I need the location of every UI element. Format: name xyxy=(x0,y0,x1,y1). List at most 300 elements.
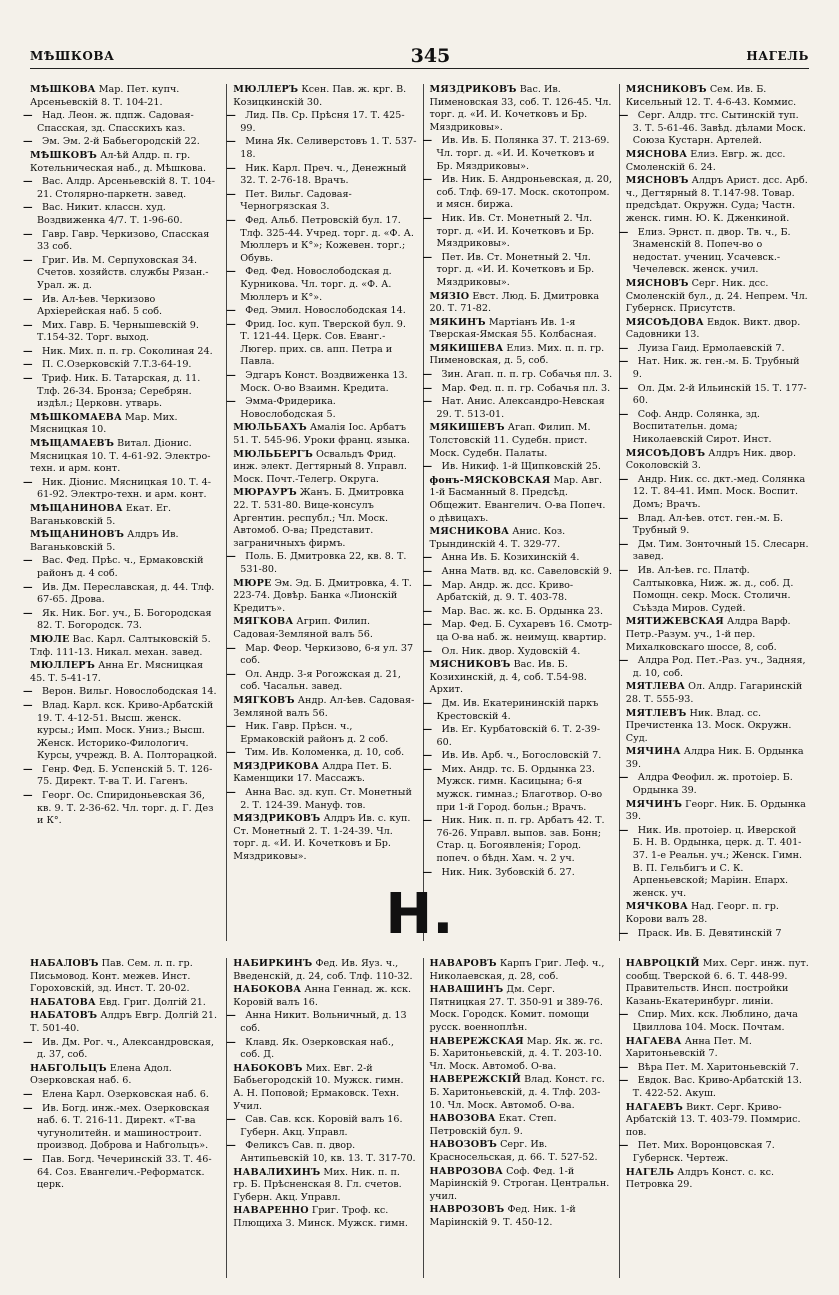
bottom-columns xyxy=(23,958,815,1278)
entry-text: Ол. Ник. двор. Худовскій 4. xyxy=(441,645,581,657)
entry-text: Фрид. Іос. куп. Тверской бул. 9. Т. 121-44. Церк. Сов. Еванг.-Люгер. прих. св. апп. Петра и Павла. xyxy=(240,318,406,368)
surname: МЯТЛЕВА xyxy=(625,681,686,693)
entry-text: Феликсъ Сав. п. двор. Антипьевскій 10, кв. 13. Т. 317-70. xyxy=(240,1140,416,1164)
entry-text: Ив. Ник. Б. Андроньевская, д. 20, соб. Тлф. 69-17. Моск. скотопром. и мясн. биржа. xyxy=(436,174,613,211)
repeat-dash: — xyxy=(23,1036,33,1048)
entry-text: Алдръ Евгр. Долгій 21. Т. 501-40. xyxy=(30,1010,218,1034)
entry-text: Мих. Евг. 2-й Бабьегородскій 10. Мужск. гимн. А. Н. Поповой; Ермаковск. Техн. Учил. xyxy=(233,1062,404,1112)
entry-text: Нат. Анис. Александро-Невская 29. Т. 513-01. xyxy=(436,396,605,420)
entry-text: Ив. Ив. Б. Полянка 37. Т. 213-69. Чл. торг. д. «И. И. Кочетковъ и Бр. Мяздриковы». xyxy=(436,135,610,172)
surname: НАБАТОВЪ xyxy=(30,1010,98,1022)
repeat-dash: — xyxy=(23,476,33,488)
directory-sub-entry xyxy=(226,1010,416,1035)
directory-entry xyxy=(233,578,416,616)
directory-sub-entry xyxy=(618,382,809,408)
surname: НАБАЛОВЪ xyxy=(30,958,99,969)
repeat-dash: — xyxy=(226,305,236,317)
entry-text: Ив. Ал-ѣев. гс. Платф. Салтыковка, Ниж. ж. д., соб. Д. Помощн. секр. Моск. Столичн. Съѣзда Миров. Судей. xyxy=(632,564,794,614)
entry-text: Анна Матв. вд. кс. Савеловскій 9. xyxy=(441,565,612,577)
section-letter: Н. xyxy=(385,882,454,947)
directory-column xyxy=(226,84,422,941)
directory-sub-entry xyxy=(618,772,809,797)
directory-sub-entry xyxy=(422,815,613,865)
directory-sub-entry xyxy=(422,579,613,605)
directory-sub-entry xyxy=(422,212,613,251)
entry-text: Пав. Богд. Чечеринскій 33. Т. 46-64. Соз. Евангелич.-Реформатск. церк. xyxy=(37,1153,212,1191)
repeat-dash: — xyxy=(422,251,433,263)
directory-entry xyxy=(233,813,416,863)
surname: МЮЛЬБАХЪ xyxy=(233,422,307,434)
directory-sub-entry xyxy=(226,214,416,265)
directory-sub-entry xyxy=(23,555,220,580)
repeat-dash: — xyxy=(23,319,33,331)
entry-text: Ив. Ал-ѣев. Черкизово Архіерейская наб. 5 соб. xyxy=(37,293,163,318)
surname: НАБИРКИНЪ xyxy=(233,958,313,969)
directory-column xyxy=(423,958,619,1278)
entry-text: Мар. Фед. п. п. гр. Собачья пл. 3. xyxy=(441,382,611,394)
repeat-dash: — xyxy=(422,815,433,827)
repeat-dash: — xyxy=(618,1009,629,1021)
directory-sub-entry xyxy=(618,512,809,538)
directory-entry xyxy=(233,1167,416,1205)
entry-text: Вѣра Пет. М. Харитоньевскій 7. xyxy=(637,1061,799,1073)
entry-text: Анна Вас. зд. куп. Ст. Монетный 2. Т. 124-39. Мануф. тов. xyxy=(240,787,412,811)
directory-sub-entry xyxy=(226,266,416,304)
entry-text: Григ. Ив. М. Серпуховская 34. Счетов. хозяйств. службы Рязан.-Урал. ж. д. xyxy=(37,254,209,291)
repeat-dash: — xyxy=(23,202,33,214)
header-left-word: МѢШКОВА xyxy=(30,49,115,63)
directory-entry xyxy=(30,958,220,996)
entry-text: Як. Ник. Бог. уч., Б. Богородская 82. Т. Богородск. 73. xyxy=(37,607,212,632)
entry-text: Карпъ Григ. Леф. ч., Николаевская, д. 28, соб. xyxy=(429,958,605,982)
surname: НАГАЕВА xyxy=(625,1035,682,1047)
entry-text: Алдръ Арист. дсс. Арб. ч., Дегтярный 8. Т.147-98. Товар. предсѣдат. Окружн. Суда; Частн. женск. гимн. Ю. К. Дженкиной. xyxy=(625,175,808,224)
repeat-dash: — xyxy=(422,697,433,709)
directory-sub-entry xyxy=(422,174,613,212)
directory-entry xyxy=(430,1074,613,1112)
entry-text: Ол. Алдр. Гагаринскій 28. Т. 555-93. xyxy=(625,681,803,705)
surname: НАВРОЗОВА xyxy=(429,1165,504,1177)
repeat-dash: — xyxy=(226,1036,236,1048)
directory-entry xyxy=(430,659,613,697)
repeat-dash: — xyxy=(226,266,236,278)
entry-text: Мих. Серг. инж. пут. сообщ. Тверской 6. 6. Т. 448-99. Правительств. Инсп. постройки Казань-Екатеринбург. линіи. xyxy=(625,958,809,1007)
surname: МЯГКОВА xyxy=(233,616,294,628)
surname: НАВАРЕННО xyxy=(233,1205,309,1217)
repeat-dash: — xyxy=(23,110,33,122)
directory-sub-entry xyxy=(226,370,416,395)
repeat-dash: — xyxy=(226,396,236,408)
directory-entry xyxy=(30,1010,220,1035)
directory-entry xyxy=(233,1063,416,1113)
surname: НАБГОЛЬЦЪ xyxy=(30,1062,107,1074)
entry-text: Ник. Ник. Зубовскій б. 27. xyxy=(441,866,575,878)
entry-text: Луиза Гаид. Ермолаевскій 7. xyxy=(637,342,785,354)
directory-column xyxy=(23,84,226,941)
entry-text: Триф. Ник. Б. Татарская, д. 11. Тлф. 26-34. Бронза; Серебрян. издѣл.; Церковн. утварь. xyxy=(37,373,201,410)
repeat-dash: — xyxy=(226,162,236,174)
repeat-dash: — xyxy=(422,552,433,564)
repeat-dash: — xyxy=(226,721,236,733)
entry-text: Григ. Троф. кс. Плющиха 3. Минск. Мужск. гимн. xyxy=(233,1205,408,1229)
directory-entry xyxy=(30,634,220,659)
entry-text: Алдра Феофил. ж. протоіер. Б. Ордынка 39. xyxy=(632,772,793,797)
directory-sub-entry xyxy=(23,293,220,319)
repeat-dash: — xyxy=(618,1140,629,1152)
directory-sub-entry xyxy=(422,251,613,290)
entry-text: Праск. Ив. Б. Девятинскій 7 xyxy=(637,927,782,939)
repeat-dash: — xyxy=(23,1088,33,1100)
directory-entry xyxy=(626,708,809,746)
entry-text: Эдгаръ Конст. Воздвиженка 13. Моск. О-во Взаимн. Кредита. xyxy=(240,370,408,394)
repeat-dash: — xyxy=(618,473,629,485)
entry-text: Мих. Андр. тс. Б. Ордынка 23. Мужск. гимн. Касицына; 6-я мужск. гимназ.; Благотвор. О-во при 1-й Город. больн.; Врачъ. xyxy=(436,763,603,813)
entry-text: Вас. Ив. Пименовская 33, соб. Т. 126-45. Чл. торг. д. «И. И. Кочетковъ и Бр. Мяздриковы». xyxy=(429,84,612,133)
directory-sub-entry xyxy=(618,1009,809,1034)
directory-sub-entry xyxy=(23,345,220,359)
repeat-dash: — xyxy=(226,668,236,680)
repeat-dash: — xyxy=(618,342,629,354)
surname: МЯСНОВЪ xyxy=(625,277,689,289)
surname: МЯЗДРИКОВА xyxy=(233,760,320,772)
directory-entry xyxy=(233,487,416,550)
directory-entry xyxy=(626,799,809,824)
directory-sub-entry xyxy=(422,135,613,173)
entry-text: Мих. Гавр. Б. Чернышевскій 9. Т.154-32. Торг. выход. xyxy=(37,319,199,344)
directory-sub-entry xyxy=(226,110,416,135)
entry-text: Освальдъ Фрид. инж. элект. Дегтярный 8. Управл. Моск. Почт.-Телегр. Округа. xyxy=(233,448,407,485)
directory-sub-entry xyxy=(618,1140,809,1165)
directory-sub-entry xyxy=(618,473,809,512)
directory-sub-entry xyxy=(618,1075,809,1100)
entry-text: Ник. Влад. сс. Пречистенка 13. Моск. Окружн. Суд. xyxy=(625,707,792,744)
entry-text: Пет. Ив. Ст. Монетный 2. Чл. торг. д. «И. И. Кочетковъ и Бр. Мяздриковы». xyxy=(436,251,595,288)
repeat-dash: — xyxy=(23,359,33,371)
directory-entry xyxy=(233,695,416,720)
directory-entry xyxy=(30,1063,220,1088)
surname: МЯЗДРИКОВЪ xyxy=(429,84,517,95)
surname: МѢШКОВЪ xyxy=(30,149,98,161)
surname: МЯСОѢДОВА xyxy=(625,316,704,328)
directory-sub-entry xyxy=(618,226,809,277)
directory-sub-entry xyxy=(618,538,809,564)
directory-entry xyxy=(233,984,416,1009)
surname: НАВЕРЕЖСКАЯ xyxy=(429,1035,524,1047)
repeat-dash: — xyxy=(23,686,33,698)
surname: МЯЗІО xyxy=(429,290,470,302)
directory-sub-entry xyxy=(23,476,220,502)
entry-text: Алдра Ник. Б. Ордынка 39. xyxy=(625,746,804,770)
directory-entry xyxy=(430,1166,613,1204)
repeat-dash: — xyxy=(23,555,33,567)
directory-sub-entry xyxy=(226,747,416,760)
directory-sub-entry xyxy=(618,1061,809,1075)
directory-entry xyxy=(30,412,220,437)
directory-entry xyxy=(233,616,416,641)
entry-text: Мих. Ник. п. п. гр. Б. Прѣсненская 8. Гл. счетов. Губерн. Акц. Управл. xyxy=(233,1166,402,1203)
entry-text: Влад. Карл. кск. Криво-Арбатскій 19. Т. 4-12-51. Высш. женск. курсы.; Имп. Моск. Униз.; Высш. Женск. Историко-Филологич. Курсы, учрежд. В. А. Полторацкой. xyxy=(37,699,218,762)
repeat-dash: — xyxy=(23,176,33,188)
repeat-dash: — xyxy=(422,619,433,631)
directory-sub-entry xyxy=(23,1088,220,1102)
surname: НАБОКОВЪ xyxy=(233,1062,303,1074)
repeat-dash: — xyxy=(23,293,33,305)
entry-text: Вас. Алдр. Арсеньевскій 8. Т. 104-21. Столярно-паркетн. завед. xyxy=(37,176,216,200)
directory-entry xyxy=(626,175,809,225)
surname: МЯСНОВА xyxy=(625,148,688,160)
directory-entry xyxy=(430,984,613,1034)
entry-text: Анна Никит. Вольничный, д. 13 соб. xyxy=(240,1010,407,1034)
entry-text: Пет. Мих. Воронцовская 7. Губернск. Чертеж. xyxy=(632,1140,775,1164)
page-number: 345 xyxy=(410,45,451,67)
directory-sub-entry xyxy=(23,699,220,763)
directory-sub-entry xyxy=(618,655,809,680)
directory-entry xyxy=(430,526,613,551)
repeat-dash: — xyxy=(226,136,236,148)
directory-sub-entry xyxy=(422,369,613,382)
repeat-dash: — xyxy=(618,110,629,122)
entry-text: Ник. Гавр. Прѣсн. ч., Ермаковскій районъ д. 2 соб. xyxy=(240,721,389,745)
directory-sub-entry xyxy=(422,763,613,814)
directory-sub-entry xyxy=(618,342,809,356)
repeat-dash: — xyxy=(23,345,33,357)
entry-text: Екат. Ег. Ваганьковскій 5. xyxy=(30,503,172,527)
entry-text: Евдок. Викт. двор. Садовники 13. xyxy=(625,316,801,341)
entry-text: Алдра Пет. Б. Каменщики 17. Массажъ. xyxy=(233,760,392,785)
entry-text: Сем. Ив. Б. Кисельный 12. Т. 4-6-43. Коммис. xyxy=(625,84,797,108)
header-right-word: НАГЕЛЬ xyxy=(746,49,809,63)
repeat-dash: — xyxy=(618,382,629,394)
entry-text: Мар. Фед. Б. Сухаревъ 16. Смотр-ца О-ва наб. ж. неимущ. квартир. xyxy=(436,619,613,643)
entry-text: Фед. Ив. Яуз. ч., Введенскій, д. 24, соб. Тлф. 110-32. xyxy=(233,958,413,982)
entry-text: Дм. Серг. Пятницкая 27. Т. 350-91 и 389-76. Моск. Городск. Комит. помощи русск. военноплѣн. xyxy=(429,984,603,1033)
surname: НАВОЗОВА xyxy=(429,1113,496,1125)
repeat-dash: — xyxy=(23,373,33,385)
entry-text: Алдръ Ник. двор. Соколовскій 3. xyxy=(625,447,796,472)
directory-entry xyxy=(626,1036,809,1061)
surname: НАБОКОВА xyxy=(233,984,302,996)
entry-text: Анна Пет. М. Харитоньевскій 7. xyxy=(625,1035,752,1060)
directory-entry xyxy=(430,1204,613,1229)
directory-entry xyxy=(233,449,416,487)
entry-text: Фед. Альб. Петровскій бул. 17. Тлф. 325-44. Учред. торг. д. «Ф. А. Мюллеръ и К°»; Кожевен. торг.; Обувь. xyxy=(240,214,414,264)
directory-entry xyxy=(626,278,809,316)
entry-text: Мар. Авг. 1-й Басманный 8. Предсѣд. Общежит. Евангелич. О-ва Попеч. о дѣвицахъ. xyxy=(429,474,606,524)
directory-sub-entry xyxy=(226,787,416,812)
entry-text: Вас. Фед. Прѣс. ч., Ермаковскій районъ д. 4 соб. xyxy=(37,555,204,579)
directory-sub-entry xyxy=(618,356,809,381)
entry-text: Влад. Ал-ѣев. отст. ген.-м. Б. Трубный 9. xyxy=(632,512,784,537)
directory-entry xyxy=(430,422,613,460)
directory-entry xyxy=(626,1167,809,1192)
directory-entry xyxy=(30,997,220,1010)
entry-text: Ник. Ник. п. п. гр. Арбатъ 42. Т. 76-26. Управл. выпов. зав. Бонн; Стар. ц. Богоявленія; Город. попеч. о бѣдн. Хам. ч. 2 уч. xyxy=(436,815,605,865)
entry-text: Фед. Ник. 1-й Маріинскій 9. Т. 450-12. xyxy=(429,1204,576,1228)
directory-sub-entry xyxy=(23,202,220,227)
repeat-dash: — xyxy=(23,581,33,593)
entry-text: Пет. Вильг. Садовая-Черногрязская 3. xyxy=(240,188,352,213)
entry-text: Евдок. Вас. Криво-Арбатскій 13. Т. 422-52. Акуш. xyxy=(632,1075,802,1099)
repeat-dash: — xyxy=(618,226,629,238)
entry-text: Алдра Варф. Петр.-Разум. уч., 1-й пер. Михалковскаго шоссе, 8, соб. xyxy=(625,616,791,653)
entry-text: Мар. Мих. Мясницкая 10. xyxy=(30,411,178,436)
surname: МЮРЕ xyxy=(233,577,272,589)
directory-sub-entry xyxy=(226,1114,416,1139)
repeat-dash: — xyxy=(422,382,433,394)
repeat-dash: — xyxy=(226,1140,236,1152)
directory-entry xyxy=(430,1139,613,1164)
entry-text: Мар. Як. ж. гс. Б. Харитоньевскій, д. 4. Т. 203-10. Чл. Моск. Автомоб. О-ва. xyxy=(429,1035,603,1072)
surname: НАВОЗОВЪ xyxy=(429,1139,498,1151)
entry-text: Елиз. Мих. п. п. гр. Пименовская, д. 5, соб. xyxy=(429,342,605,367)
directory-sub-entry xyxy=(226,318,416,369)
directory-sub-entry xyxy=(23,176,220,201)
surname: МЯЗДРИКОВЪ xyxy=(233,813,321,825)
directory-sub-entry xyxy=(226,188,416,214)
surname: МЮЛЬБЕРГЪ xyxy=(233,448,313,460)
surname: МѢЩАМАЕВЪ xyxy=(30,438,115,450)
directory-entry xyxy=(30,84,220,109)
directory-sub-entry xyxy=(422,605,613,619)
entry-text: Анис. Коз. Трындинскій 4. Т. 329-77. xyxy=(429,526,566,550)
directory-sub-entry xyxy=(23,1102,220,1153)
entry-text: Эм. Эд. Б. Дмитровка, 4. Т. 223-74. Довѣр. Банка «Лионскій Кредитъ». xyxy=(233,577,412,614)
entry-text: П. С.Озерковскій 7.Т.3-64-19. xyxy=(42,359,192,371)
entry-text: Влад. Конст. гс. Б. Харитоньевскій, д. 4. Тлф. 203-10. Чл. Моск. Автомоб. О-ва. xyxy=(429,1074,605,1111)
entry-text: Фед. Фед. Новослободская д. Курникова. Чл. торг. д. «Ф. А. Мюллеръ и К°». xyxy=(240,266,392,303)
directory-sub-entry xyxy=(226,305,416,318)
entry-text: Андр. Ник. сс. дкт.-мед. Солянка 12. Т. 84-41. Имп. Моск. Воспит. Домъ; Врачъ. xyxy=(632,473,806,510)
entry-text: Ал-ѣй Алдр. п. гр. Котельническая наб., д. Мѣшкова. xyxy=(30,149,207,174)
surname: МЮЛЛЕРЪ xyxy=(30,660,96,672)
repeat-dash: — xyxy=(422,396,433,408)
directory-sub-entry xyxy=(226,668,416,694)
repeat-dash: — xyxy=(422,174,433,186)
entry-text: Ив. Ив. Арб. ч., Богословскій 7. xyxy=(441,750,602,762)
surname: МЯТЛЕВЪ xyxy=(625,707,687,719)
entry-text: Алдръ Конст. с. кс. Петровка 29. xyxy=(625,1166,775,1191)
entry-text: Георг. Ос. Спиридоньевская 36, кв. 9. Т. 2-36-62. Чл. торг. д. Г. Дез и К°. xyxy=(37,790,214,827)
entry-text: Екат. Степ. Петровскій бул. 9. xyxy=(429,1113,557,1137)
surname: МѢЩАНИНОВА xyxy=(30,503,123,514)
surname: фонъ-МЯСКОВСКАЯ xyxy=(429,474,551,486)
surname: МЯСНИКОВА xyxy=(429,526,510,538)
surname: МЯЧИНА xyxy=(625,746,681,758)
repeat-dash: — xyxy=(23,763,33,775)
entry-text: Амалія Іос. Арбатъ 51. Т. 545-96. Уроки франц. языка. xyxy=(233,422,410,447)
repeat-dash: — xyxy=(618,655,629,667)
directory-sub-entry xyxy=(23,373,220,411)
directory-sub-entry xyxy=(226,551,416,576)
directory-entry xyxy=(430,958,613,983)
directory-entry xyxy=(233,958,416,983)
entry-text: Анна Ив. Б. Козихинскій 4. xyxy=(441,552,580,564)
repeat-dash: — xyxy=(618,512,629,524)
directory-sub-entry xyxy=(23,790,220,828)
entry-text: Елиз. Эрнст. п. двор. Тв. ч., Б. Знаменскій 8. Попеч-во о недостат. учениц. Усачевск.-Чечелевск. женск. учил. xyxy=(632,226,791,276)
directory-entry xyxy=(30,529,220,554)
repeat-dash: — xyxy=(23,1153,33,1165)
directory-sub-entry xyxy=(422,461,613,474)
entry-text: Ив. Дм. Рог. ч., Александровская, д. 37, соб. xyxy=(37,1036,215,1061)
repeat-dash: — xyxy=(226,551,236,563)
entry-text: Ив. Ег. Курбатовскій 6. Т. 2-39-60. xyxy=(436,724,601,748)
directory-sub-entry xyxy=(226,1036,416,1062)
repeat-dash: — xyxy=(618,772,629,784)
entry-text: Сав. Сав. кск. Коровій валъ 16. Губерн. Акц. Управл. xyxy=(240,1114,403,1138)
entry-text: Гавр. Гавр. Черкизово, Спасская 33 соб. xyxy=(37,228,210,253)
directory-entry xyxy=(430,84,613,134)
entry-text: Тим. Ив. Коломенка, д. 10, соб. xyxy=(245,747,405,759)
surname: МЯКИШЕВА xyxy=(429,342,504,354)
directory-entry xyxy=(30,150,220,175)
surname: НАВАШИНЪ xyxy=(429,984,504,996)
repeat-dash: — xyxy=(422,605,433,617)
directory-sub-entry xyxy=(23,359,220,372)
directory-sub-entry xyxy=(23,228,220,254)
directory-sub-entry xyxy=(422,866,613,880)
directory-sub-entry xyxy=(23,607,220,633)
directory-sub-entry xyxy=(226,721,416,746)
surname: НАБАТОВА xyxy=(30,996,96,1008)
repeat-dash: — xyxy=(23,1102,33,1114)
directory-sub-entry xyxy=(23,254,220,293)
directory-sub-entry xyxy=(226,642,416,668)
entry-text: Серг. Алдр. тгс. Сытинскій туп. 3. Т. 5-61-46. Завѣд. дѣлами Моск. Союза Кустарн. Артелей. xyxy=(632,110,806,147)
repeat-dash: — xyxy=(618,824,629,836)
repeat-dash: — xyxy=(23,136,33,148)
directory-column xyxy=(423,84,619,941)
entry-text: Анна Геннад. ж. кск. Коровій валъ 16. xyxy=(233,984,412,1008)
repeat-dash: — xyxy=(422,750,433,762)
directory-sub-entry xyxy=(226,1140,416,1165)
directory-entry xyxy=(430,343,613,368)
surname: МЮЛЕ xyxy=(30,633,70,645)
entry-text: Серг. Ник. дсс. Смоленскій бул., д. 24. Непрем. Чл. Губернск. Присутств. xyxy=(625,277,808,315)
entry-text: Агап. Филип. М. Толстовскій 11. Судебн. прист. Моск. Судебн. Палаты. xyxy=(429,422,591,459)
repeat-dash: — xyxy=(422,645,433,657)
directory-sub-entry xyxy=(23,581,220,607)
directory-entry xyxy=(430,475,613,525)
repeat-dash: — xyxy=(23,254,33,266)
surname: НАВРОЦКІЙ xyxy=(625,958,700,969)
entry-text: Жанъ. Б. Дмитровка 22. Т. 531-80. Вице-консулъ Аргентин. республ.; Чл. Моск. Автомоб. О-ва; Представит. заграничныхъ фирмъ. xyxy=(233,487,405,549)
repeat-dash: — xyxy=(23,699,33,711)
directory-sub-entry xyxy=(422,645,613,659)
directory-entry xyxy=(233,761,416,786)
repeat-dash: — xyxy=(618,408,629,420)
entry-text: Поль. Б. Дмитровка 22, кв. 8. Т. 531-80. xyxy=(240,551,407,575)
repeat-dash: — xyxy=(422,135,433,147)
top-columns xyxy=(23,84,815,939)
surname: НАГЕЛЬ xyxy=(625,1166,675,1178)
directory-sub-entry xyxy=(618,564,809,615)
repeat-dash: — xyxy=(422,565,433,577)
directory-entry xyxy=(233,84,416,109)
repeat-dash: — xyxy=(422,724,433,736)
surname: МѢШКОВА xyxy=(30,84,96,95)
repeat-dash: — xyxy=(23,607,33,619)
surname: МѢЩАНИНОВЪ xyxy=(30,529,125,541)
entry-text: Спир. Мих. кск. Люблино, дача Цвиллова 104. Моск. Почтам. xyxy=(632,1009,798,1033)
directory-sub-entry xyxy=(23,136,220,149)
directory-sub-entry xyxy=(422,382,613,396)
entry-text: Пав. Сем. л. п. гр. Письмовод. Конт. межев. Инст. Гороховскій, зд. Инст. Т. 20-02. xyxy=(30,958,193,995)
directory-sub-entry xyxy=(23,319,220,345)
entry-text: Генр. Фед. Б. Успенскій 5. Т. 126-75. Директ. Т-ва Т. И. Гагенъ. xyxy=(37,763,213,788)
entry-text: Фед. Эмил. Новослободская 14. xyxy=(245,305,406,317)
entry-text: Ив. Дм. Переславская, д. 44. Тлф. 67-65. Дрова. xyxy=(37,581,215,606)
